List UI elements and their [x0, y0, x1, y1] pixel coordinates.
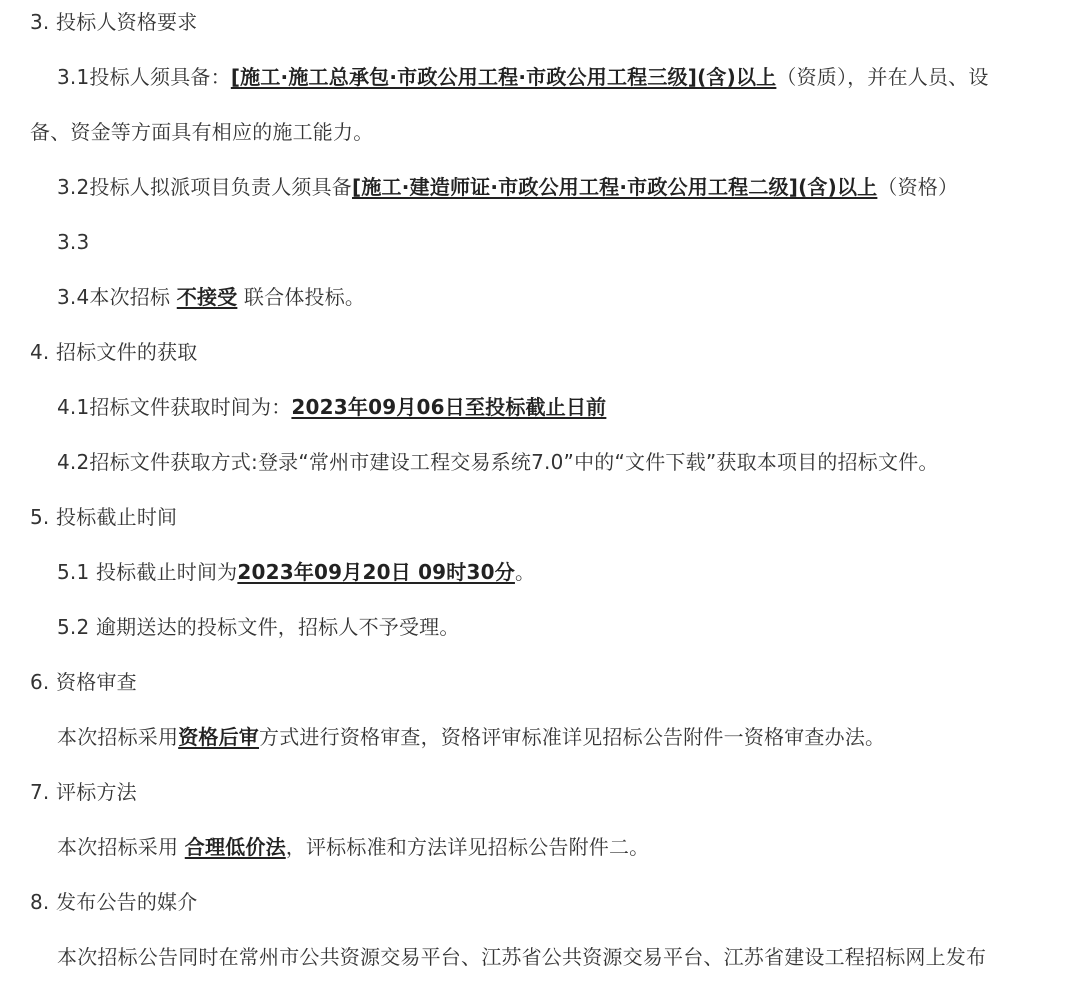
clause-5-1: [57, 558, 535, 586]
clause-4-1-prefix: 4.1招标文件获取时间为：: [57, 395, 292, 419]
clause-3-2: [57, 173, 958, 201]
clause-3-1-qualification: [施工·施工总承包·市政公用工程·市政公用工程三级](含)以上: [230, 65, 777, 89]
clause-3-2-qualification: [施工·建造师证·市政公用工程·市政公用工程二级](含)以上: [352, 175, 878, 199]
clause-5-1-suffix: 。: [514, 560, 536, 584]
clause-3-4-consortium: 不接受: [176, 285, 238, 309]
clause-3-2-prefix: 3.2投标人拟派项目负责人须具备: [57, 175, 353, 199]
clause-3-1-prefix: 3.1投标人须具备：: [57, 65, 231, 89]
section-6-prefix: 本次招标采用: [57, 725, 179, 749]
clause-4-1-period: 2023年09月06日至投标截止日前: [291, 395, 607, 419]
clause-5-1-prefix: 5.1 投标截止时间为: [57, 560, 238, 584]
section-5-heading: 5. 投标截止时间: [30, 505, 178, 529]
section-7-heading: 7. 评标方法: [30, 780, 137, 804]
clause-3-4: [57, 283, 365, 311]
section-6-paragraph: [57, 723, 885, 751]
section-8-heading: 8. 发布公告的媒介: [30, 890, 198, 914]
clause-5-1-deadline: 2023年09月20日 09时30分: [237, 560, 515, 584]
clause-3-4-suffix: 联合体投标。: [237, 285, 366, 309]
clause-4-2: 4.2招标文件获取方式:登录“常州市建设工程交易系统7.0”中的“文件下载”获取本项目的招标文件。: [57, 450, 939, 474]
clause-3-4-prefix: 3.4本次招标: [57, 285, 177, 309]
section-6-suffix: 方式进行资格审查，资格评审标准详见招标公告附件一资格审查办法。: [259, 725, 886, 749]
section-6-review-method: 资格后审: [178, 725, 260, 749]
section-7-paragraph: [57, 833, 649, 861]
section-7-evaluation-method: 合理低价法: [184, 835, 286, 859]
section-6-heading: 6. 资格审查: [30, 670, 137, 694]
clause-3-3: 3.3: [57, 230, 90, 254]
section-8-paragraph: 本次招标公告同时在常州市公共资源交易平台、江苏省公共资源交易平台、江苏省建设工程招标网上发布: [57, 945, 987, 969]
section-4-heading: 4. 招标文件的获取: [30, 340, 198, 364]
section-3-heading: 3. 投标人资格要求: [30, 10, 198, 34]
clause-3-2-suffix: （资格）: [877, 175, 959, 199]
section-7-suffix: ，评标标准和方法详见招标公告附件二。: [285, 835, 650, 859]
section-7-prefix: 本次招标采用: [57, 835, 185, 859]
clause-3-1-continued: 备、资金等方面具有相应的施工能力。: [30, 120, 374, 144]
clause-4-1: [57, 393, 606, 421]
clause-5-2: 5.2 逾期送达的投标文件，招标人不予受理。: [57, 615, 460, 639]
clause-3-1-suffix: （资质），并在人员、设: [776, 65, 989, 89]
clause-3-1: [57, 63, 989, 91]
